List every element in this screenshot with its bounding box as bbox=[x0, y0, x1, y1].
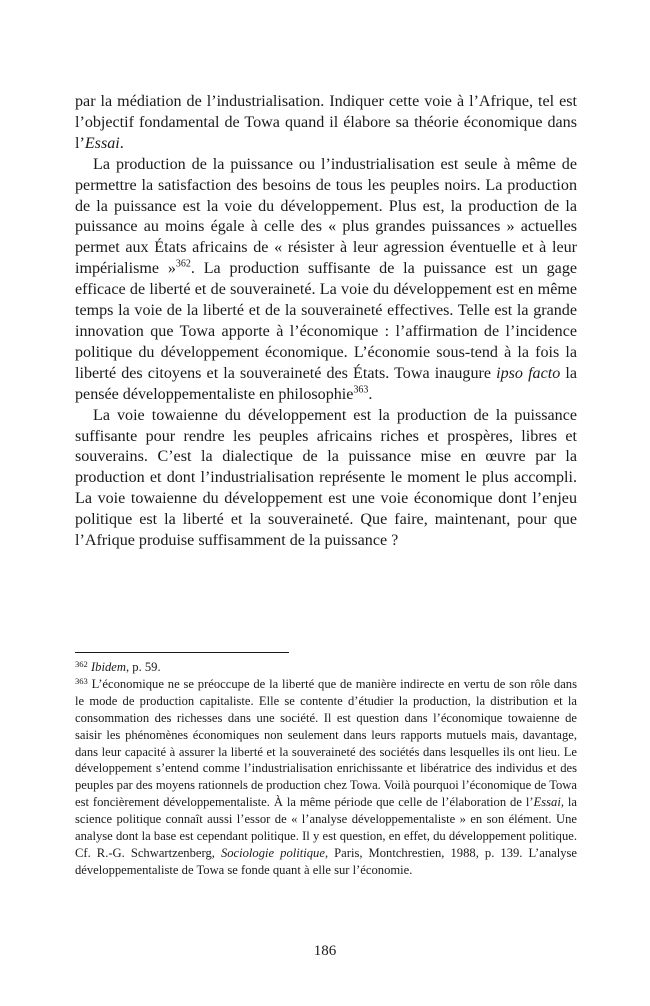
paragraph-1 bbox=[75, 92, 577, 155]
footnote-363-text-c: , Paris, Montchrestien, 1988, p. 139. L’analyse développementaliste de Towa se fonde quant à elle sur l’économie. bbox=[75, 845, 577, 877]
footnote-362 bbox=[75, 659, 577, 676]
footnote-number: 362 bbox=[75, 659, 88, 670]
footnote-363-text-b: , la science politique connaît aussi l’essor de « l’analyse développementaliste » en son élément. Une analyse dont la base est cependant politique. Il y est question, en effet, du développement politique. Cf. R.-G. Schwartzenberg, bbox=[75, 795, 577, 860]
paragraph-1-text: par la médiation de l’industrialisation. Indiquer cette voie à l’Afrique, tel est l’objectif fondamental de Towa quand il élabore sa théorie économique dans l’ bbox=[75, 93, 577, 152]
ipso-facto: ipso facto bbox=[496, 364, 561, 382]
footnote-ref-363[interactable]: 363 bbox=[353, 384, 369, 396]
paragraph-2-end: . bbox=[368, 385, 373, 403]
paragraph-1-end: . bbox=[119, 134, 124, 152]
paragraph-2-text-c: la pensée développementaliste en philosophie bbox=[75, 364, 578, 403]
paragraph-2-text-a: La production de la puissance ou l’industrialisation est seule à même de permettre la satisfaction des besoins de tous les peuples noirs. La production de la puissance est la voie du développement. Plus est, la production de la puissance au moins égale à celle des « plus grandes puissances » actuelles permet aux États africains de « résister à leur agression éventuelle et à leur impérialisme » bbox=[75, 155, 577, 278]
footnote-separator bbox=[75, 652, 289, 653]
footnote-number: 363 bbox=[75, 676, 88, 687]
footnotes bbox=[75, 659, 577, 879]
main-text bbox=[75, 92, 577, 552]
footnote-363-text-a: L’économique ne se préoccupe de la liberté que de manière indirecte en vertu de son rôle dans le mode de production capitaliste. Elle se contente d’étudier la production, la distribution et la consommation des richesses dans une société. Il est question dans l’économique towaienne de saisir les phénomènes économiques non seulement dans leurs rapports mutuels mais, davantage, dans leur capacité à assurer la liberté et la souveraineté des sociétés dans lesquelles ils ont lieu. Le développement s’entend comme l’industrialisation enrichissante et libératrice des individus et des peuples par des moyens rationnels de production chez Towa. Voilà pourquoi l’économique de Towa est foncièrement développementaliste. À la même période que celle de l’élaboration de l’ bbox=[75, 676, 577, 810]
paragraph-3-text: La voie towaienne du développement est la production de la puissance suffisante pour rendre les peuples africains riches et prospères, libres et souverains. C’est la dialectique de la puissance mise en œuvre par la production et dont l’industrialisation représente le moment le plus accompli. La voie towaienne du développement est une voie économique dont l’enjeu politique est la liberté et la souveraineté. Que faire, maintenant, pour que l’Afrique produise suffisamment de la puissance ? bbox=[75, 406, 577, 550]
footnote-ref-362[interactable]: 362 bbox=[175, 258, 191, 270]
paragraph-3 bbox=[75, 406, 577, 552]
footnote-362-text: , p. 59. bbox=[125, 660, 161, 674]
footnote-363-book-title: Sociologie politique bbox=[220, 845, 325, 860]
paragraph-2-text-b: . La production suffisante de la puissance est un gage efficace de liberté et de souveraineté. La voie du développement est en même temps la voie de la liberté et de la souveraineté effectives. Telle est la grande innovation que Towa apporte à l’économique : l’affirmation de l’incidence politique du développement économique. L’économie sous-tend à la fois la liberté des citoyens et la souveraineté des États. Towa inaugure bbox=[75, 260, 578, 382]
page-number: 186 bbox=[313, 943, 337, 959]
footnote-363 bbox=[75, 676, 577, 879]
paragraph-2 bbox=[75, 155, 577, 406]
footnote-362-ibidem: Ibidem bbox=[90, 660, 126, 674]
footnote-363-essai: Essai bbox=[533, 795, 561, 810]
essai-title: Essai bbox=[84, 134, 120, 152]
